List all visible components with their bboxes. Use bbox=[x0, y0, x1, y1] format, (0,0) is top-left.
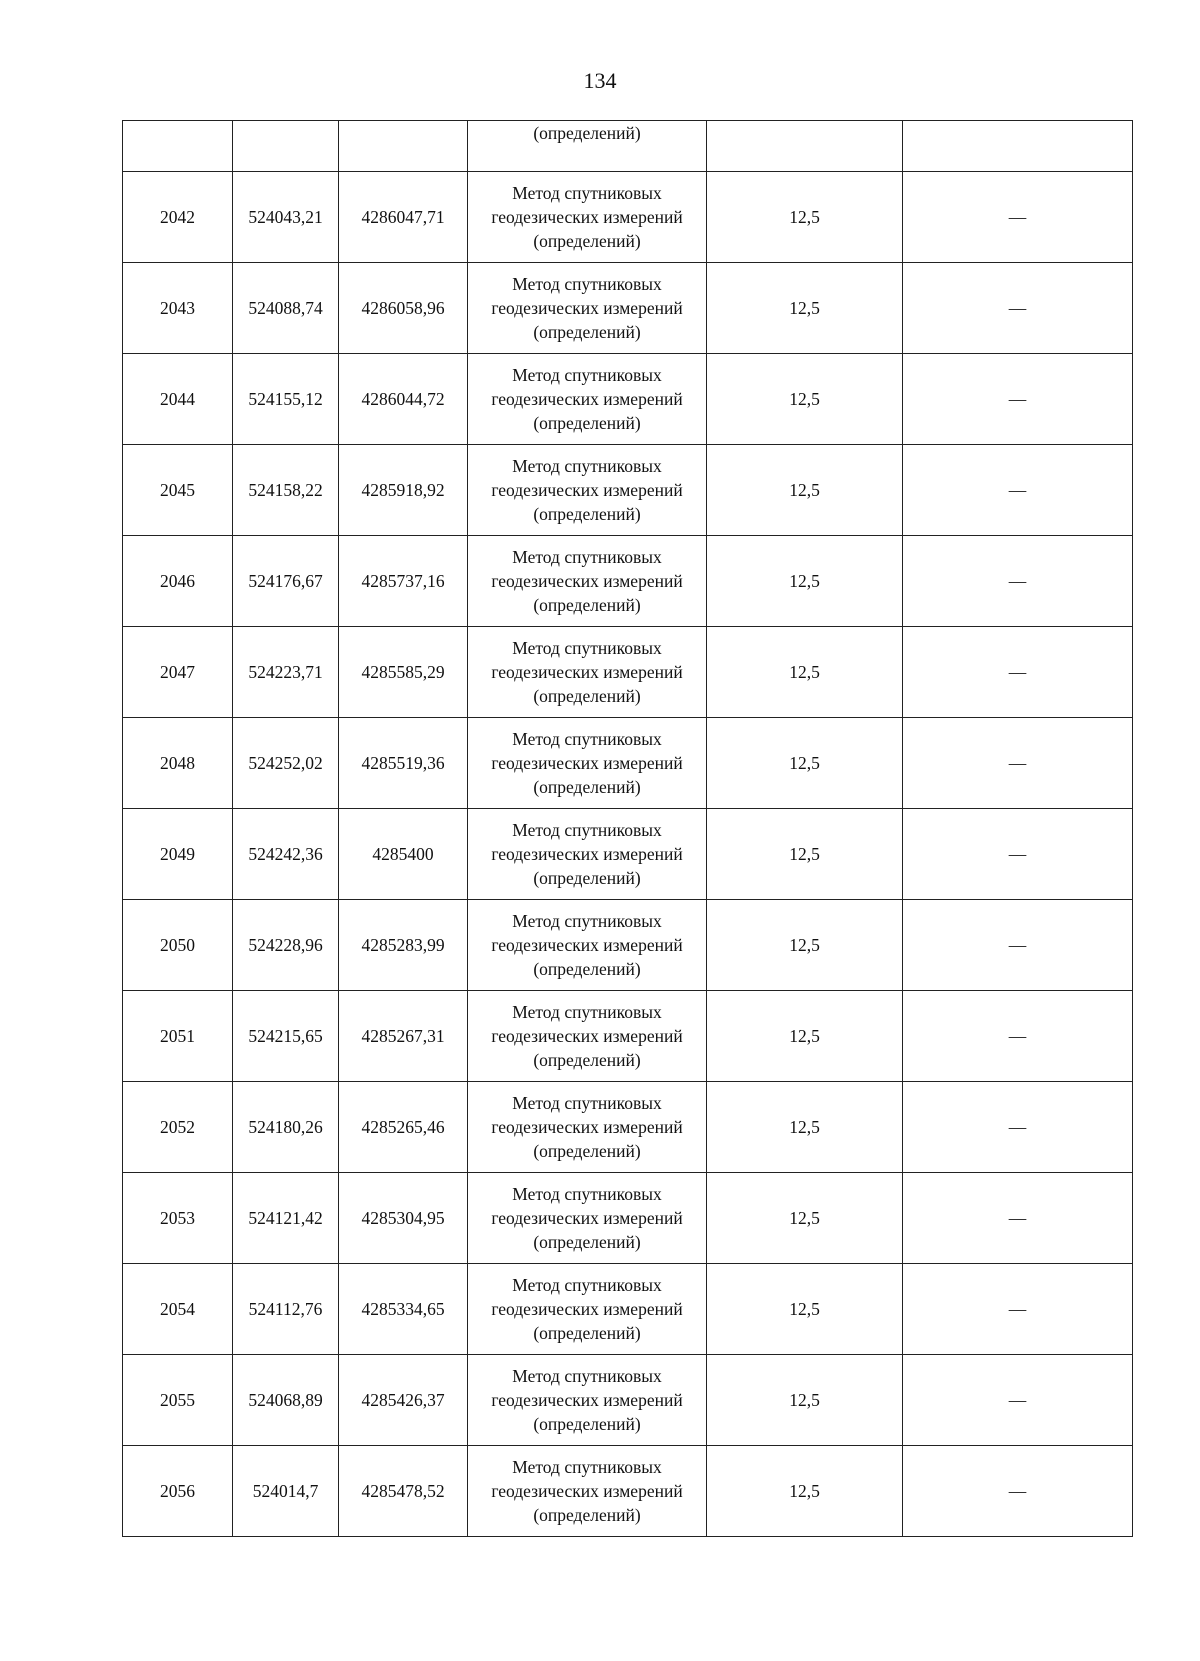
point-number: 2053 bbox=[123, 1173, 233, 1264]
note-dash: — bbox=[903, 1355, 1133, 1446]
method-line: (определений) bbox=[533, 1232, 641, 1252]
page-number: 134 bbox=[583, 68, 617, 93]
accuracy: 12,5 bbox=[707, 1355, 903, 1446]
method-line: геодезических измерений bbox=[491, 1026, 683, 1046]
coord-x: 524121,42 bbox=[233, 1173, 339, 1264]
table-row bbox=[123, 172, 1133, 263]
coord-y: 4285918,92 bbox=[339, 445, 468, 536]
method-line: (определений) bbox=[533, 959, 641, 979]
point-number: 2049 bbox=[123, 809, 233, 900]
coord-y: 4286047,71 bbox=[339, 172, 468, 263]
point-number: 2044 bbox=[123, 354, 233, 445]
continuation-row bbox=[123, 121, 1133, 172]
table-row bbox=[123, 1446, 1133, 1537]
method-line: геодезических измерений bbox=[491, 662, 683, 682]
note-dash: — bbox=[903, 1446, 1133, 1537]
method-line: геодезических измерений bbox=[491, 1390, 683, 1410]
method-cell bbox=[468, 1173, 707, 1264]
point-number: 2054 bbox=[123, 1264, 233, 1355]
coord-y: 4285426,37 bbox=[339, 1355, 468, 1446]
point-number: 2047 bbox=[123, 627, 233, 718]
coord-y: 4285585,29 bbox=[339, 627, 468, 718]
table-body bbox=[123, 121, 1133, 1537]
accuracy: 12,5 bbox=[707, 627, 903, 718]
table-row bbox=[123, 536, 1133, 627]
method-cell bbox=[468, 809, 707, 900]
accuracy: 12,5 bbox=[707, 1173, 903, 1264]
accuracy: 12,5 bbox=[707, 809, 903, 900]
point-number: 2045 bbox=[123, 445, 233, 536]
method-line: Метод спутниковых bbox=[512, 183, 662, 203]
cell-empty bbox=[707, 121, 903, 172]
coord-y: 4285283,99 bbox=[339, 900, 468, 991]
accuracy: 12,5 bbox=[707, 354, 903, 445]
note-dash: — bbox=[903, 445, 1133, 536]
method-cell bbox=[468, 1082, 707, 1173]
coord-x: 524252,02 bbox=[233, 718, 339, 809]
table-row bbox=[123, 1264, 1133, 1355]
accuracy: 12,5 bbox=[707, 1446, 903, 1537]
method-line: (определений) bbox=[533, 1505, 641, 1525]
method-line: (определений) bbox=[533, 322, 641, 342]
coord-y: 4285400 bbox=[339, 809, 468, 900]
method-line: (определений) bbox=[533, 1141, 641, 1161]
coordinates-table bbox=[122, 120, 1133, 1537]
method-cell bbox=[468, 991, 707, 1082]
note-dash: — bbox=[903, 1082, 1133, 1173]
method-line: Метод спутниковых bbox=[512, 911, 662, 931]
method-line: Метод спутниковых bbox=[512, 1093, 662, 1113]
method-line: (определений) bbox=[533, 686, 641, 706]
method-cell bbox=[468, 900, 707, 991]
method-line: геодезических измерений bbox=[491, 298, 683, 318]
point-number: 2042 bbox=[123, 172, 233, 263]
point-number: 2046 bbox=[123, 536, 233, 627]
method-line: (определений) bbox=[533, 504, 641, 524]
method-line: Метод спутниковых bbox=[512, 274, 662, 294]
coord-y: 4285267,31 bbox=[339, 991, 468, 1082]
table-row bbox=[123, 991, 1133, 1082]
method-cell bbox=[468, 1264, 707, 1355]
method-line: Метод спутниковых bbox=[512, 1457, 662, 1477]
table-row bbox=[123, 445, 1133, 536]
method-line: Метод спутниковых bbox=[512, 1184, 662, 1204]
accuracy: 12,5 bbox=[707, 445, 903, 536]
method-line: (определений) bbox=[533, 777, 641, 797]
coord-x: 524014,7 bbox=[233, 1446, 339, 1537]
point-number: 2050 bbox=[123, 900, 233, 991]
coord-x: 524180,26 bbox=[233, 1082, 339, 1173]
method-cell bbox=[468, 354, 707, 445]
method-line: Метод спутниковых bbox=[512, 1366, 662, 1386]
method-cell bbox=[468, 1355, 707, 1446]
table-row bbox=[123, 627, 1133, 718]
coord-y: 4285334,65 bbox=[339, 1264, 468, 1355]
method-line: (определений) bbox=[533, 413, 641, 433]
method-line: геодезических измерений bbox=[491, 844, 683, 864]
accuracy: 12,5 bbox=[707, 263, 903, 354]
method-cell bbox=[468, 718, 707, 809]
method-line: геодезических измерений bbox=[491, 753, 683, 773]
method-cell bbox=[468, 445, 707, 536]
method-line: геодезических измерений bbox=[491, 389, 683, 409]
note-dash: — bbox=[903, 1264, 1133, 1355]
note-dash: — bbox=[903, 900, 1133, 991]
method-line: Метод спутниковых bbox=[512, 729, 662, 749]
method-line: геодезических измерений bbox=[491, 1117, 683, 1137]
method-line: геодезических измерений bbox=[491, 1208, 683, 1228]
accuracy: 12,5 bbox=[707, 991, 903, 1082]
method-line: Метод спутниковых bbox=[512, 638, 662, 658]
method-line: (определений) bbox=[533, 1323, 641, 1343]
coord-x: 524223,71 bbox=[233, 627, 339, 718]
coord-x: 524155,12 bbox=[233, 354, 339, 445]
method-line: Метод спутниковых bbox=[512, 456, 662, 476]
method-cell bbox=[468, 1446, 707, 1537]
accuracy: 12,5 bbox=[707, 1082, 903, 1173]
accuracy: 12,5 bbox=[707, 536, 903, 627]
table-row bbox=[123, 263, 1133, 354]
method-cell bbox=[468, 263, 707, 354]
coord-x: 524242,36 bbox=[233, 809, 339, 900]
method-line: (определений) bbox=[533, 1414, 641, 1434]
method-line: Метод спутниковых bbox=[512, 365, 662, 385]
coord-y: 4285737,16 bbox=[339, 536, 468, 627]
method-line: Метод спутниковых bbox=[512, 1275, 662, 1295]
table-row bbox=[123, 1082, 1133, 1173]
note-dash: — bbox=[903, 172, 1133, 263]
table-row bbox=[123, 1173, 1133, 1264]
note-dash: — bbox=[903, 263, 1133, 354]
point-number: 2055 bbox=[123, 1355, 233, 1446]
coord-x: 524068,89 bbox=[233, 1355, 339, 1446]
method-line: геодезических измерений bbox=[491, 480, 683, 500]
method-cell bbox=[468, 627, 707, 718]
method-cell bbox=[468, 536, 707, 627]
accuracy: 12,5 bbox=[707, 900, 903, 991]
coord-y: 4285265,46 bbox=[339, 1082, 468, 1173]
method-line: (определений) bbox=[533, 595, 641, 615]
coord-x: 524176,67 bbox=[233, 536, 339, 627]
coord-x: 524088,74 bbox=[233, 263, 339, 354]
method-line: геодезических измерений bbox=[491, 1481, 683, 1501]
coord-x: 524228,96 bbox=[233, 900, 339, 991]
method-line: (определений) bbox=[533, 1050, 641, 1070]
method-line: геодезических измерений bbox=[491, 1299, 683, 1319]
point-number: 2056 bbox=[123, 1446, 233, 1537]
point-number: 2043 bbox=[123, 263, 233, 354]
table-row bbox=[123, 718, 1133, 809]
accuracy: 12,5 bbox=[707, 1264, 903, 1355]
coord-y: 4285478,52 bbox=[339, 1446, 468, 1537]
note-dash: — bbox=[903, 354, 1133, 445]
note-dash: — bbox=[903, 1173, 1133, 1264]
coord-y: 4286058,96 bbox=[339, 263, 468, 354]
method-line: геодезических измерений bbox=[491, 935, 683, 955]
method-line: геодезических измерений bbox=[491, 571, 683, 591]
table-row bbox=[123, 1355, 1133, 1446]
table-row bbox=[123, 809, 1133, 900]
method-line: (определений) bbox=[533, 868, 641, 888]
cell-empty bbox=[903, 121, 1133, 172]
method-line: Метод спутниковых bbox=[512, 820, 662, 840]
method-line: (определений) bbox=[533, 231, 641, 251]
coord-y: 4286044,72 bbox=[339, 354, 468, 445]
note-dash: — bbox=[903, 536, 1133, 627]
method-line: Метод спутниковых bbox=[512, 547, 662, 567]
point-number: 2051 bbox=[123, 991, 233, 1082]
coord-x: 524215,65 bbox=[233, 991, 339, 1082]
note-dash: — bbox=[903, 809, 1133, 900]
method-cell bbox=[468, 172, 707, 263]
coord-y: 4285519,36 bbox=[339, 718, 468, 809]
method-line: Метод спутниковых bbox=[512, 1002, 662, 1022]
table-row bbox=[123, 354, 1133, 445]
table-row bbox=[123, 900, 1133, 991]
cell-empty bbox=[339, 121, 468, 172]
point-number: 2048 bbox=[123, 718, 233, 809]
note-dash: — bbox=[903, 718, 1133, 809]
accuracy: 12,5 bbox=[707, 172, 903, 263]
coord-x: 524158,22 bbox=[233, 445, 339, 536]
coord-x: 524112,76 bbox=[233, 1264, 339, 1355]
point-number: 2052 bbox=[123, 1082, 233, 1173]
coord-x: 524043,21 bbox=[233, 172, 339, 263]
note-dash: — bbox=[903, 627, 1133, 718]
cell-empty bbox=[233, 121, 339, 172]
note-dash: — bbox=[903, 991, 1133, 1082]
accuracy: 12,5 bbox=[707, 718, 903, 809]
continuation-text: (определений) bbox=[468, 121, 707, 172]
cell-empty bbox=[123, 121, 233, 172]
coord-y: 4285304,95 bbox=[339, 1173, 468, 1264]
method-line: геодезических измерений bbox=[491, 207, 683, 227]
